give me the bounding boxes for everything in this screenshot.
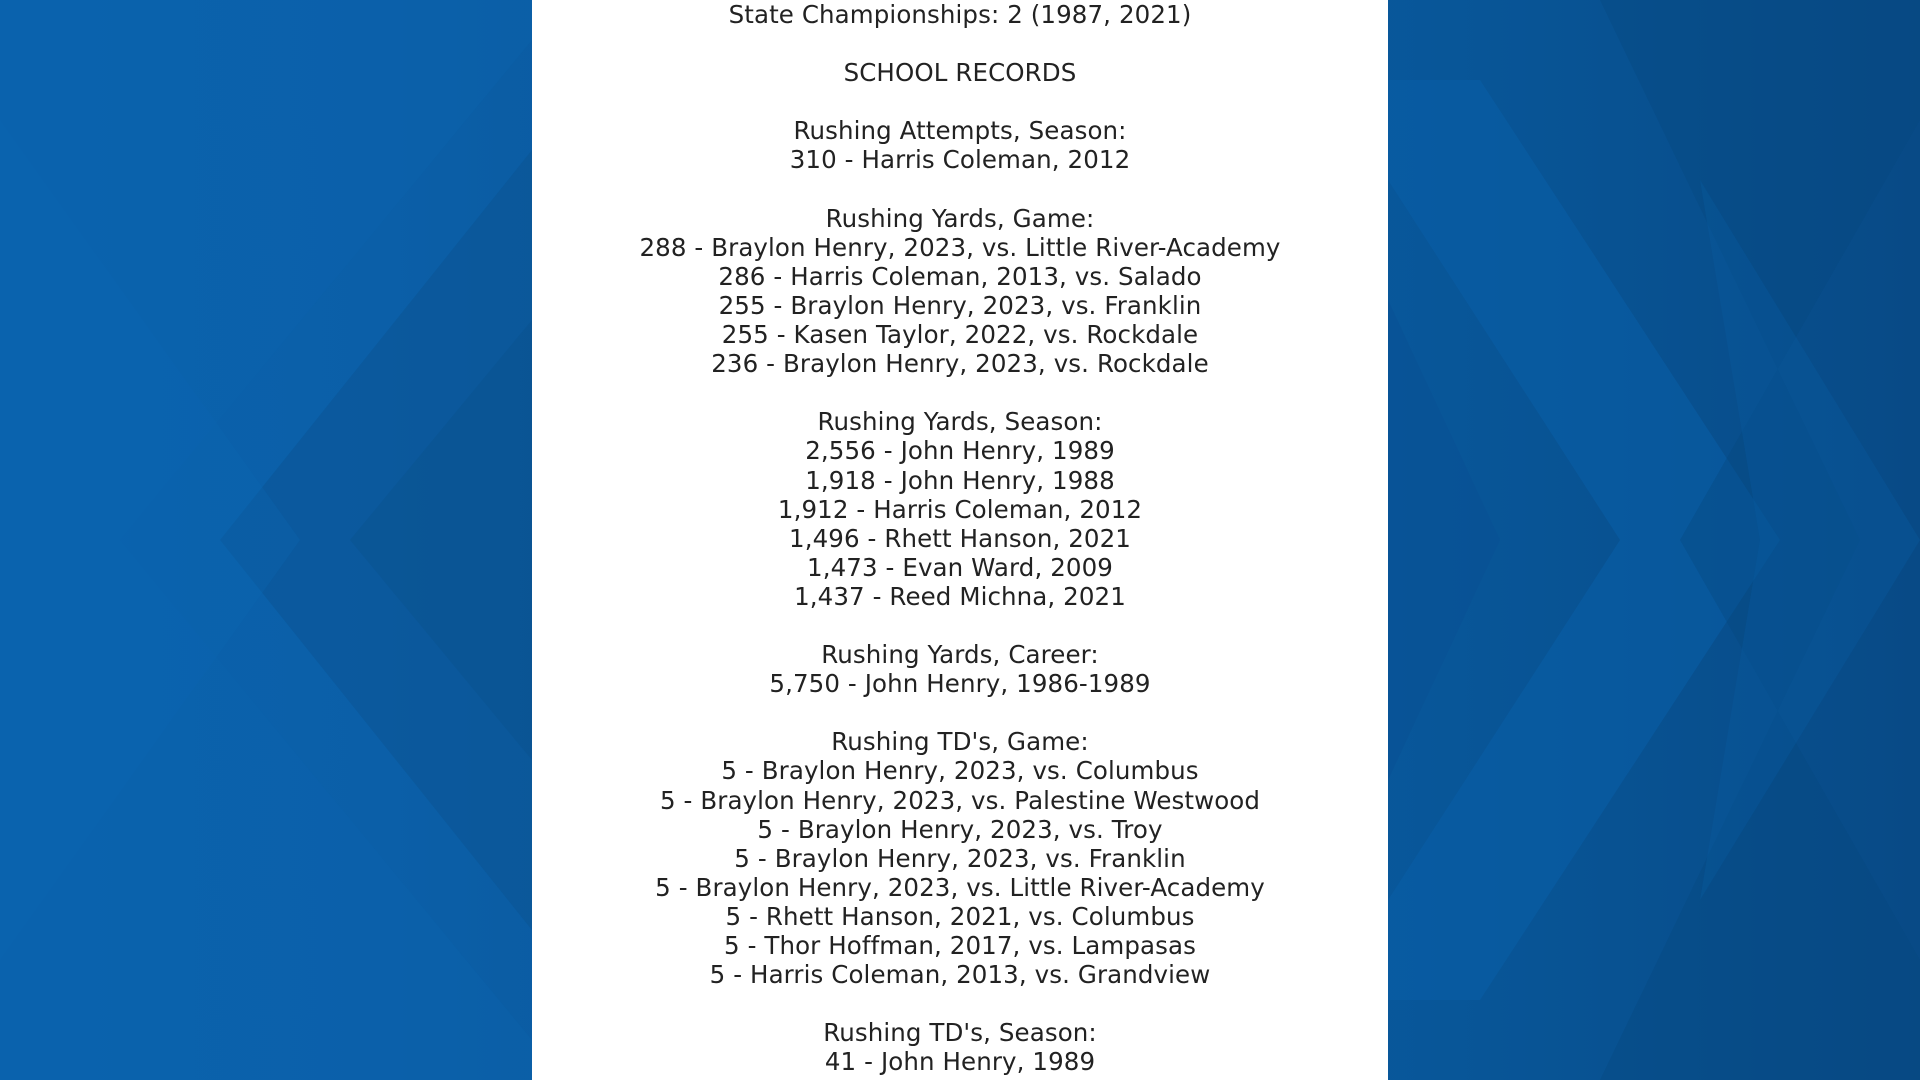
text-line: 1,912 - Harris Coleman, 2012 (777, 494, 1143, 524)
text-line: 1,496 - Rhett Hanson, 2021 (789, 523, 1131, 553)
spacer (532, 989, 1388, 1018)
spacer (532, 29, 1388, 58)
text-line: 1,473 - Evan Ward, 2009 (807, 552, 1113, 582)
spacer (532, 175, 1388, 204)
school-records-text (532, 0, 1388, 1076)
spacer (532, 698, 1388, 727)
text-line: 5 - Braylon Henry, 2023, vs. Franklin (734, 843, 1186, 873)
text-line: 5,750 - John Henry, 1986-1989 (769, 669, 1151, 699)
text-line: 5 - Harris Coleman, 2013, vs. Grandview (709, 960, 1211, 990)
text-line: 288 - Braylon Henry, 2023, vs. Little River-Academy (639, 232, 1281, 262)
text-line: State Championships: 2 (1987, 2021) (728, 0, 1192, 29)
spacer (532, 378, 1388, 407)
text-line: 1,437 - Reed Michna, 2021 (794, 581, 1126, 611)
text-line: Rushing Attempts, Season: (793, 116, 1127, 146)
text-line: 1,918 - John Henry, 1988 (805, 465, 1115, 495)
text-line: 310 - Harris Coleman, 2012 (789, 145, 1131, 175)
text-line: 255 - Braylon Henry, 2023, vs. Franklin (718, 290, 1202, 320)
text-line: Rushing Yards, Season: (817, 407, 1103, 437)
text-line: Rushing Yards, Game: (825, 203, 1095, 233)
text-line: Rushing TD's, Season: (823, 1018, 1097, 1048)
text-line: 41 - John Henry, 1989 (824, 1047, 1096, 1077)
text-line: Rushing Yards, Career: (821, 640, 1099, 670)
text-line: 2,556 - John Henry, 1989 (805, 436, 1115, 466)
text-line: 5 - Braylon Henry, 2023, vs. Palestine Westwood (659, 785, 1261, 815)
text-line: 5 - Thor Hoffman, 2017, vs. Lampasas (724, 931, 1196, 960)
text-line: 5 - Rhett Hanson, 2021, vs. Columbus (725, 901, 1195, 931)
text-line: 286 - Harris Coleman, 2013, vs. Salado (718, 261, 1202, 291)
text-line: 255 - Kasen Taylor, 2022, vs. Rockdale (721, 320, 1199, 350)
text-line: 5 - Braylon Henry, 2023, vs. Columbus (721, 756, 1199, 786)
text-line: 236 - Braylon Henry, 2023, vs. Rockdale (711, 349, 1209, 379)
text-line: SCHOOL RECORDS (843, 58, 1077, 88)
text-line: Rushing TD's, Game: (831, 727, 1089, 757)
text-line: 5 - Braylon Henry, 2023, vs. Troy (757, 814, 1163, 844)
text-line: 5 - Braylon Henry, 2023, vs. Little River-Academy (655, 872, 1265, 902)
spacer (532, 87, 1388, 116)
spacer (532, 611, 1388, 640)
article-panel (532, 0, 1388, 1080)
